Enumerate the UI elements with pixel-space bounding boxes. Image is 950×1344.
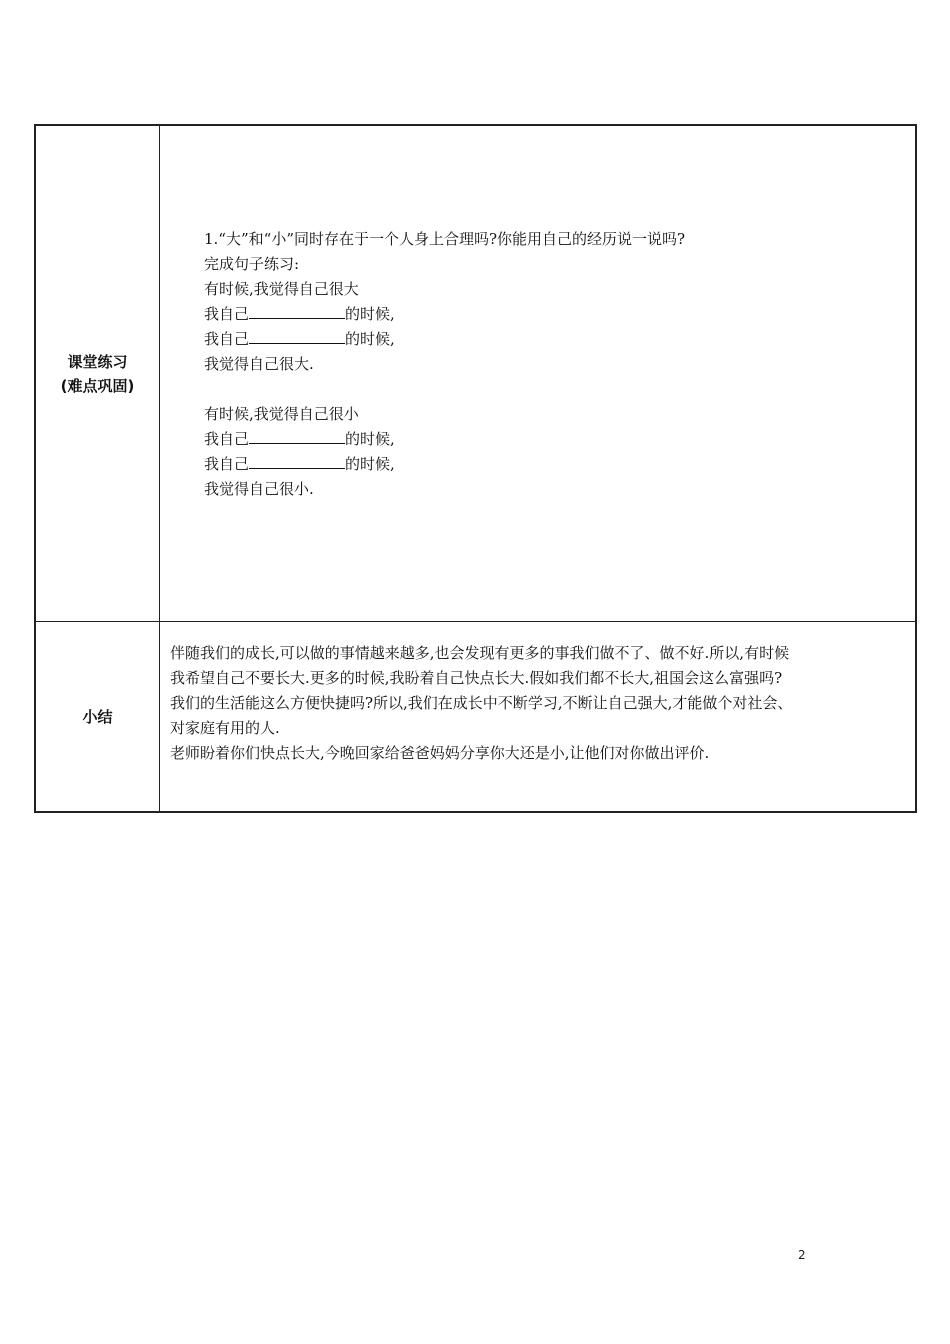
- summary-line-2: 我希望自己不要长大.更多的时候,我盼着自己快点长大.假如我们都不长大,祖国会这么富强吗?: [170, 669, 783, 687]
- summary-label-cell: [35, 622, 160, 813]
- small-sentence-2-suffix: 的时候,: [345, 455, 395, 473]
- small-sentence-2-prefix: 我自己: [204, 455, 250, 473]
- small-sentence-2: [204, 452, 915, 477]
- practice-body: [160, 227, 915, 502]
- big-sentence-2: [204, 327, 915, 352]
- summary-line-3: 我们的生活能这么方便快捷吗?所以,我们在成长中不断学习,不断让自己强大,才能做个对社会、: [170, 694, 793, 712]
- small-sentence-1-prefix: 我自己: [204, 430, 250, 448]
- summary-label: 小结: [82, 707, 113, 726]
- big-intro: 有时候,我觉得自己很大: [204, 280, 359, 298]
- small-conclusion: 我觉得自己很小.: [204, 480, 314, 498]
- practice-row: [35, 125, 916, 622]
- small-intro: 有时候,我觉得自己很小: [204, 405, 359, 423]
- big-sentence-1-suffix: 的时候,: [345, 305, 395, 323]
- fill-blank[interactable]: [249, 328, 345, 344]
- summary-line-4: 对家庭有用的人.: [170, 719, 280, 737]
- practice-question: 1.“大”和“小”同时存在于一个人身上合理吗?你能用自己的经历说一说吗?: [204, 230, 686, 248]
- practice-instruction: 完成句子练习:: [204, 255, 300, 273]
- summary-row: [35, 622, 916, 813]
- small-sentence-1-suffix: 的时候,: [345, 430, 395, 448]
- big-sentence-2-prefix: 我自己: [204, 330, 250, 348]
- section-spacer: [204, 377, 915, 402]
- page-number: 2: [798, 1248, 806, 1262]
- practice-content-cell: [160, 125, 917, 622]
- fill-blank[interactable]: [249, 453, 345, 469]
- fill-blank[interactable]: [249, 428, 345, 444]
- fill-blank[interactable]: [249, 303, 345, 319]
- big-conclusion: 我觉得自己很大.: [204, 355, 314, 373]
- small-sentence-1: [204, 427, 915, 452]
- practice-label-subtitle: (难点巩固): [60, 376, 135, 395]
- summary-line-1: 伴随我们的成长,可以做的事情越来越多,也会发现有更多的事我们做不了、做不好.所以,有时候: [170, 644, 790, 662]
- big-sentence-1: [204, 302, 915, 327]
- practice-label-title: 课堂练习: [67, 352, 128, 371]
- big-sentence-1-prefix: 我自己: [204, 305, 250, 323]
- summary-body: [160, 641, 915, 766]
- practice-label-cell: [35, 125, 160, 622]
- summary-line-5: 老师盼着你们快点长大,今晚回家给爸爸妈妈分享你大还是小,让他们对你做出评价.: [170, 744, 710, 762]
- lesson-table: [34, 124, 917, 813]
- big-sentence-2-suffix: 的时候,: [345, 330, 395, 348]
- summary-content-cell: [160, 622, 917, 813]
